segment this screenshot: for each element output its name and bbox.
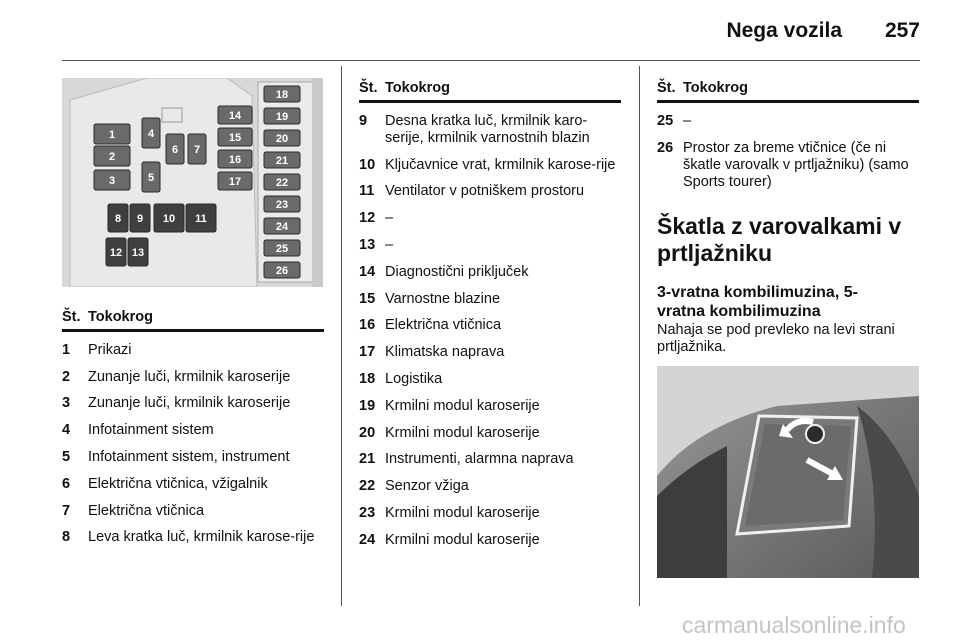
fuse-number: 15	[359, 290, 376, 307]
column-divider-right	[639, 66, 640, 606]
table-row	[62, 342, 324, 359]
table-row	[657, 140, 919, 191]
fuse-number: 21	[359, 451, 376, 468]
fuse-label: 2	[108, 151, 116, 163]
circuit-description: Prikazi	[88, 341, 132, 358]
fuse-table-col1	[62, 309, 324, 546]
circuit-description: –	[385, 210, 394, 227]
table-row	[359, 157, 621, 174]
header-num: Št.	[62, 309, 81, 325]
circuit-description: Ventilator v potniškem prostoru	[385, 183, 585, 200]
table-row	[359, 113, 621, 147]
fuse-number: 23	[359, 504, 376, 521]
fuse-number: 2	[62, 368, 71, 385]
page-header	[0, 0, 960, 60]
table-row	[359, 317, 621, 334]
fuse-label: 4	[147, 128, 155, 140]
fuse-label: 8	[114, 213, 122, 225]
fuse-label: 3	[108, 175, 116, 187]
fuse-number: 4	[62, 422, 71, 439]
fuse-number: 19	[359, 397, 376, 414]
circuit-description: Klimatska naprava	[385, 344, 505, 361]
table-row	[359, 183, 621, 200]
fuse-number: 11	[359, 183, 375, 200]
table-row	[62, 369, 324, 386]
circuit-description: Leva kratka luč, krmilnik karose-rije	[88, 529, 315, 546]
fuse-label: 9	[136, 213, 144, 225]
table-row	[359, 210, 621, 227]
header-num: Št.	[657, 80, 676, 96]
table-row	[657, 113, 919, 130]
watermark: carmanualsonline.info	[682, 612, 906, 638]
page-number: 257	[884, 19, 920, 42]
circuit-description: Krmilni modul karoserije	[385, 397, 540, 414]
table-header	[62, 309, 324, 332]
table-row	[62, 476, 324, 493]
fusebox-diagram	[62, 78, 323, 287]
fuse-label: 11	[195, 213, 207, 225]
fusebox-illustration	[62, 78, 323, 287]
circuit-description: Krmilni modul karoserije	[385, 504, 540, 521]
table-header	[657, 80, 919, 103]
circuit-description: Infotainment sistem, instrument	[88, 448, 290, 465]
body-paragraph: Nahaja se pod prevleko na levi strani prtljažnika.	[657, 321, 895, 355]
table-row	[62, 395, 324, 412]
circuit-description: Električna vtičnica	[88, 502, 205, 519]
subsection-title: 3-vratna kombilimuzina, 5-vratna kombilimuzina	[657, 283, 858, 320]
table-row	[359, 478, 621, 495]
fuse-number: 18	[359, 370, 376, 387]
table-row	[359, 532, 621, 549]
fuse-number: 1	[62, 341, 71, 358]
table-row	[359, 264, 621, 281]
circuit-description: Varnostne blazine	[385, 290, 501, 307]
circuit-description: Desna kratka luč, krmilnik karo-serije, krmilnik varnostnih blazin	[385, 112, 590, 146]
trunk-illustration	[657, 366, 919, 578]
chapter-title: Nega vozila	[726, 19, 842, 42]
fuse-label: 19	[275, 111, 289, 123]
table-row	[359, 371, 621, 388]
fuse-number: 7	[62, 502, 71, 519]
fuse-number: 9	[359, 112, 368, 129]
fuse-label: 15	[228, 132, 242, 144]
section-title: Škatla z varovalkami v prtljažniku	[657, 212, 902, 266]
fuse-number: 20	[359, 424, 376, 441]
table-row	[359, 398, 621, 415]
header-label: Tokokrog	[683, 80, 748, 96]
header-num: Št.	[359, 80, 378, 96]
circuit-description: Diagnostični priključek	[385, 263, 529, 280]
table-row	[62, 449, 324, 466]
table-row	[359, 344, 621, 361]
fuse-label: 16	[228, 154, 242, 166]
fuse-number: 12	[359, 210, 376, 227]
circuit-description: Krmilni modul karoserije	[385, 531, 540, 548]
fuse-label: 20	[275, 133, 289, 145]
fuse-label: 7	[193, 144, 201, 156]
table-row	[359, 425, 621, 442]
circuit-description: Ključavnice vrat, krmilnik karose-rije	[385, 156, 616, 173]
fuse-label: 5	[147, 172, 155, 184]
table-row	[359, 237, 621, 254]
fuse-number: 26	[657, 139, 674, 156]
fuse-label: 24	[275, 221, 289, 233]
circuit-description: Senzor vžiga	[385, 478, 469, 495]
trunk-fusebox-photo	[657, 366, 919, 578]
fuse-number: 5	[62, 448, 71, 465]
column-divider-left	[341, 66, 342, 606]
circuit-description: Električna vtičnica, vžigalnik	[88, 475, 268, 492]
fuse-label: 26	[275, 265, 289, 277]
fuse-number: 22	[359, 478, 376, 495]
table-row	[62, 422, 324, 439]
circuit-description: Prostor za breme vtičnice (če ni škatle varovalk v prtljažniku) (samo Sports tourer)	[683, 139, 909, 190]
fuse-label: 23	[275, 199, 289, 211]
fuse-label: 25	[275, 243, 289, 255]
header-divider	[62, 60, 920, 61]
fuse-label: 18	[275, 89, 289, 101]
fuse-number: 17	[359, 344, 376, 361]
fuse-label: 14	[228, 110, 242, 122]
circuit-description: Zunanje luči, krmilnik karoserije	[88, 395, 291, 412]
fuse-number: 25	[657, 112, 674, 129]
table-row	[62, 529, 324, 546]
circuit-description: Krmilni modul karoserije	[385, 424, 540, 441]
circuit-description: Infotainment sistem	[88, 422, 214, 439]
fuse-number: 16	[359, 317, 376, 334]
fuse-label: 22	[275, 177, 289, 189]
fuse-number: 13	[359, 236, 376, 253]
circuit-description: –	[385, 236, 394, 253]
fuse-table-col3	[657, 80, 919, 356]
fuse-label: 10	[162, 213, 176, 225]
table-row	[359, 451, 621, 468]
circuit-description: Logistika	[385, 370, 443, 387]
circuit-description: Zunanje luči, krmilnik karoserije	[88, 368, 291, 385]
table-header	[359, 80, 621, 103]
fuse-label: 13	[131, 247, 145, 259]
table-row	[359, 505, 621, 522]
fuse-number: 14	[359, 263, 376, 280]
circuit-description: Instrumenti, alarmna naprava	[385, 451, 574, 468]
fuse-number: 8	[62, 529, 71, 546]
circuit-description: Električna vtičnica	[385, 317, 502, 334]
fuse-label: 1	[108, 129, 116, 141]
fuse-label: 17	[228, 176, 242, 188]
fuse-number: 10	[359, 156, 376, 173]
fuse-number: 6	[62, 475, 71, 492]
fuse-label: 6	[171, 144, 179, 156]
fuse-number: 24	[359, 531, 376, 548]
fuse-label: 12	[109, 247, 123, 259]
header-label: Tokokrog	[88, 309, 153, 325]
header-label: Tokokrog	[385, 80, 450, 96]
circuit-description: –	[683, 112, 692, 129]
table-row	[359, 291, 621, 308]
table-row	[62, 503, 324, 520]
fuse-number: 3	[62, 395, 71, 412]
fuse-table-col2	[359, 80, 621, 549]
fuse-label: 21	[275, 155, 289, 167]
